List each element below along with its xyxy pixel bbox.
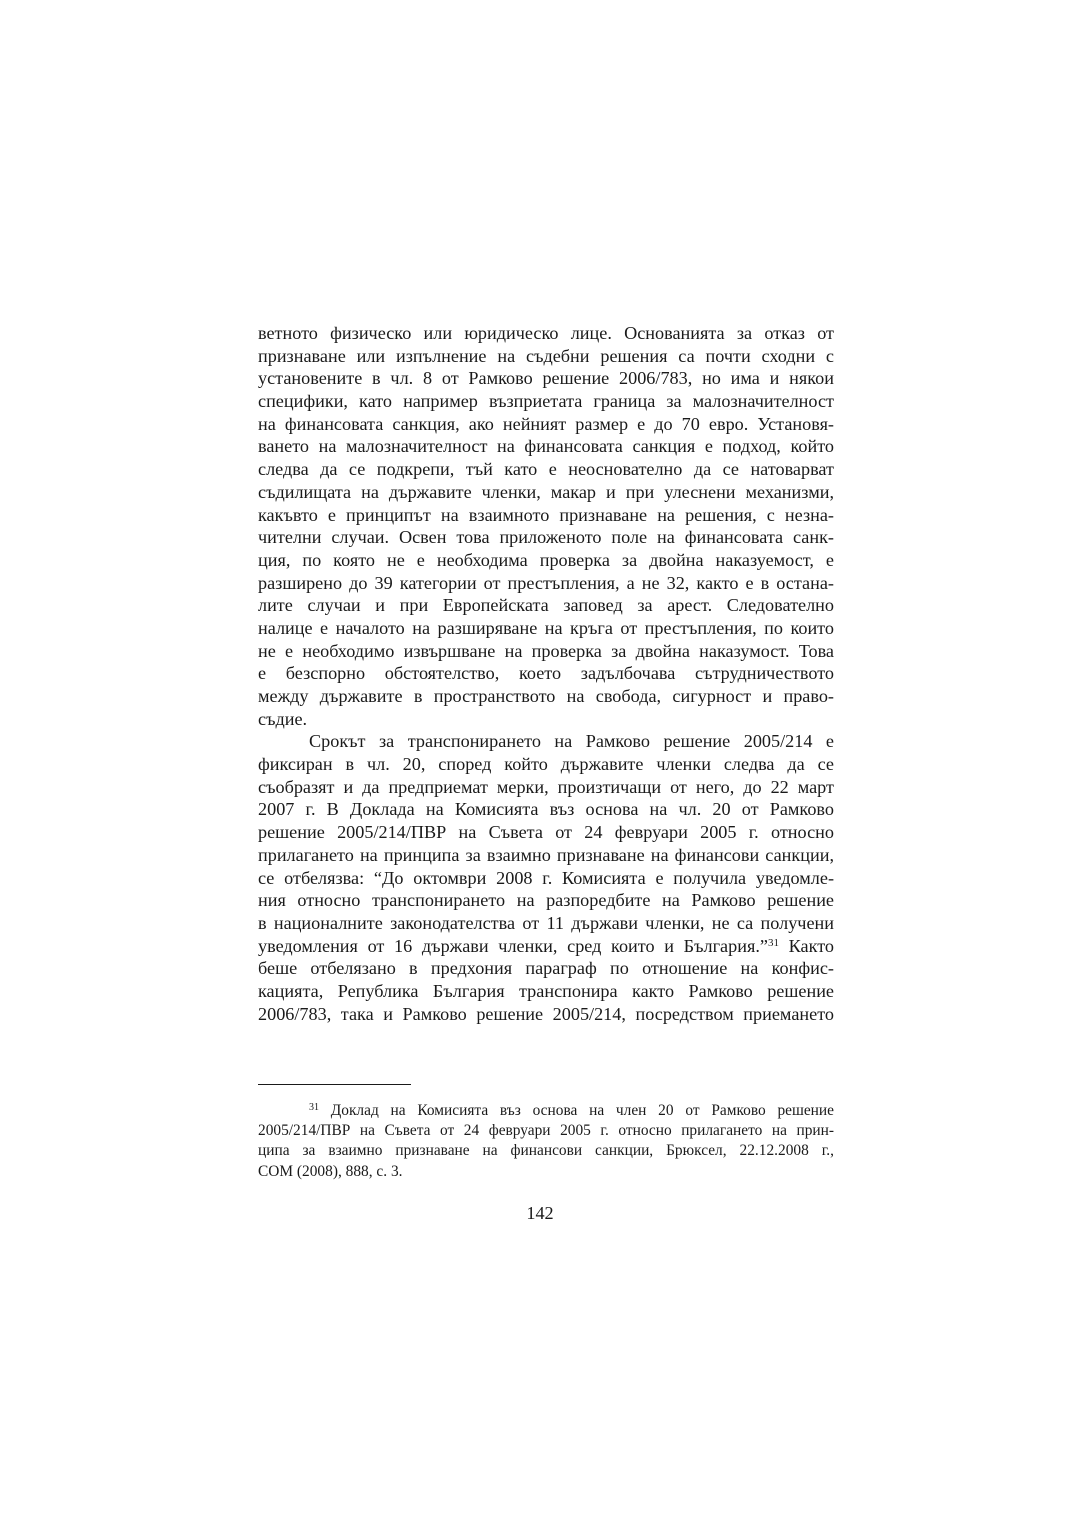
text-line: фиксиран в чл. 20, според който държавите членки следва да се: [258, 754, 834, 775]
text-segment: Както: [788, 935, 835, 956]
text-line: 2007 г. В Доклада на Комисията въз основа на чл. 20 от Рамково: [258, 799, 834, 820]
text-line: прилагането на принципа за взаимно признаване на финансови санкции,: [258, 844, 834, 865]
text-line: решение 2005/214/ПВР на Съвета от 24 февруари 2005 г. относно: [258, 822, 834, 843]
text-line: чителни случаи. Освен това приложеното поле на финансовата санк-: [258, 527, 834, 548]
footnote-text: Доклад на Комисията въз основа на член 20 от Рамково решение: [330, 1102, 834, 1119]
text-line: Срокът за транспонирането на Рамково решение 2005/214 е: [309, 731, 834, 752]
footnote-marker: 31: [309, 1102, 319, 1113]
text-line: налице е началото на разширяване на кръга от престъпления, по които: [258, 617, 834, 638]
text-line: на финансовата санкция, ако нейният размер е до 70 евро. Установя-: [258, 413, 834, 434]
text-line: е безспорно обстоятелство, което задълбочава сътрудничеството: [258, 663, 834, 684]
text-segment: уведомления от 16 държави членки, сред които и България.”: [258, 935, 768, 956]
text-line: в националните законодателства от 11 държави членки, не са получени: [258, 912, 834, 933]
text-line: се отбелязва: “До октомври 2008 г. Комисията е получила уведомле-: [258, 867, 834, 888]
text-line: между държавите в пространството на свобода, сигурност и право-: [258, 686, 834, 706]
text-line: съдилищата на държавите членки, макар и при улеснени механизми,: [258, 481, 834, 502]
text-line: съдие.: [258, 708, 308, 729]
text-line: специфики, като например възприетата граница за малозначителност: [258, 391, 834, 412]
text-line: кацията, Република България транспонира както Рамково решение: [258, 980, 834, 1001]
text-line: съобразят и да предприемат мерки, произтичащи от него, до 22 март: [258, 776, 834, 797]
footnote-separator: [258, 1084, 411, 1085]
footnote-line: COM (2008), 888, с. 3.: [258, 1162, 403, 1180]
text-line: установените в чл. 8 от Рамково решение 2006/783, но има и някои: [258, 368, 834, 389]
footnote-reference[interactable]: 31: [767, 936, 779, 949]
text-line: ветното физическо или юридическо лице. Основанията за отказ от: [258, 323, 834, 343]
text-line: следва да се подкрепи, тъй като е неоснователно да се натоварват: [258, 459, 834, 480]
text-line: беше отбелязано в предхония параграф по отношение на конфис-: [258, 958, 834, 979]
text-line: 2006/783, така и Рамково решение 2005/214, посредством приемането: [258, 1003, 834, 1024]
text-line: ция, по която не е необходима проверка за двойна наказуемост, е: [258, 549, 834, 570]
body-text: [258, 322, 834, 1025]
footnote: [258, 1101, 834, 1182]
text-line: ването на малозначителност на финансовата санкция е подход, който: [258, 436, 834, 457]
text-line: какъвто е принципът на взаимното признаване на решения, с незна-: [258, 504, 834, 525]
text-line: разширено до 39 категории от престъпления, а не 32, както е в остана-: [258, 572, 834, 593]
footnote-line: 2005/214/ПВР на Съвета от 24 февруари 2005 г. относно прилагането на прин-: [258, 1122, 834, 1140]
text-line-with-footnote-ref: [258, 935, 834, 958]
page-number: 142: [526, 1203, 554, 1223]
text-line: лите случаи и при Европейската заповед за арест. Следователно: [258, 595, 834, 616]
footnote-line: [258, 1101, 834, 1121]
text-line: ния относно транспонирането на разпоредбите на Рамково решение: [258, 890, 834, 911]
text-line: не е необходимо извършване на проверка за двойна наказумост. Това: [258, 640, 834, 661]
text-line: признаване или изпълнение на съдебни решения са почти сходни с: [258, 345, 834, 366]
footnote-line: ципа за взаимно признаване на финансови санкции, Брюксел, 22.12.2008 г.,: [258, 1142, 834, 1160]
